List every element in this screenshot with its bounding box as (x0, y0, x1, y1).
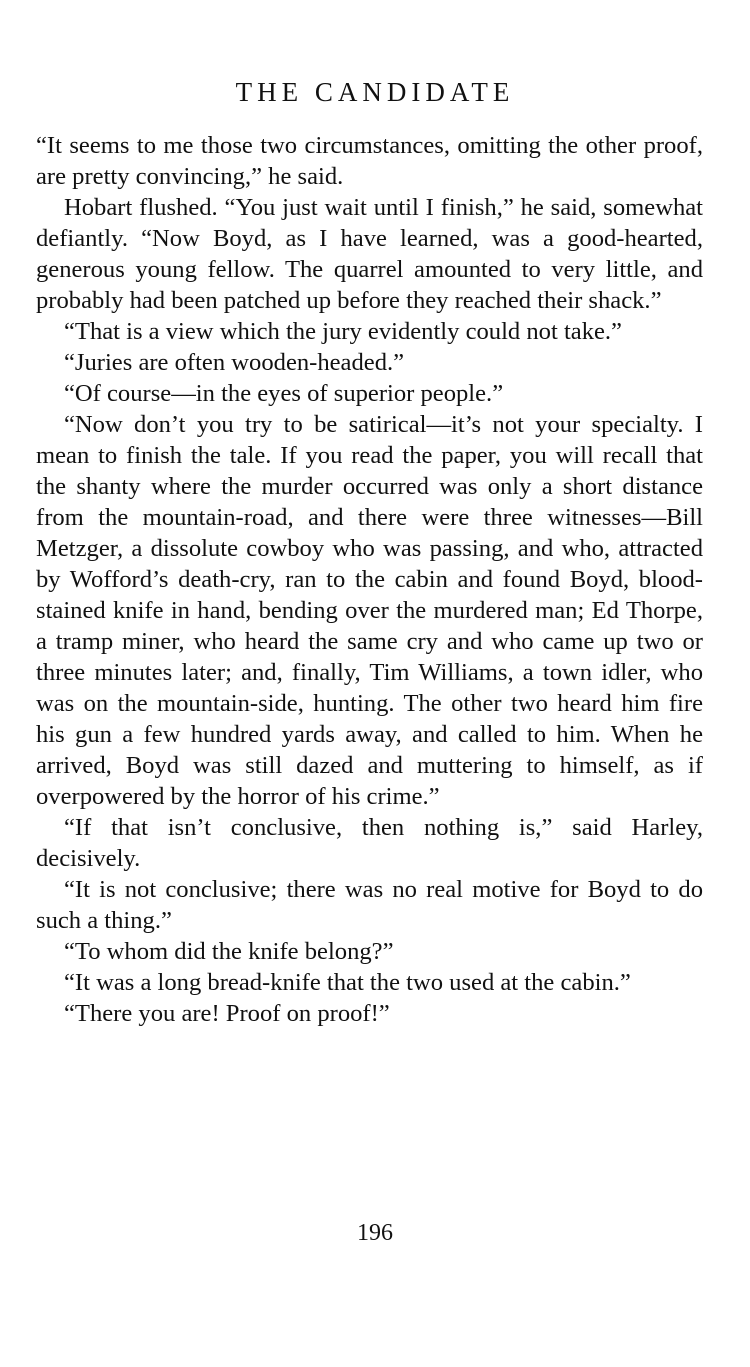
paragraph: “There you are! Proof on proof!” (64, 1000, 390, 1027)
paragraph: “To whom did the knife belong?” (64, 938, 394, 965)
paragraph: “It is not conclusive; there was no real motive for Boyd to do such a thing.” (36, 876, 703, 934)
paragraph: “It seems to me those two circumstances, omitting the other proof, are pretty convincing,” he said. (36, 132, 703, 190)
paragraph: “If that isn’t conclusive, then nothing is,” said Harley, decisively. (36, 814, 703, 872)
paragraph: “Juries are often wooden-headed.” (64, 349, 405, 376)
running-head: THE CANDIDATE (235, 77, 515, 107)
paragraph: “Of course—in the eyes of superior people.” (64, 380, 504, 407)
paragraph: “That is a view which the jury evidently could not take.” (64, 318, 622, 345)
paragraph: “It was a long bread-knife that the two used at the cabin.” (64, 969, 631, 996)
paragraph: Hobart flushed. “You just wait until I finish,” he said, somewhat defiantly. “Now Boyd, as I have learned, was a good-hearted, generous young fellow. The quarrel amounted to very little, and probably had been patched up before they reached their shack.” (36, 194, 703, 314)
paragraph: “Now don’t you try to be satirical—it’s not your specialty. I mean to finish the tale. If you read the paper, you will recall that the shanty where the murder occurred was only a short distance from the mountain-road, and there were three witnesses—Bill Metzger, a dissolute cowboy who was passing, and who, attracted by Wofford’s death-cry, ran to the cabin and found Boyd, blood-stained knife in hand, bending over the murdered man; Ed Thorpe, a tramp miner, who heard the same cry and who came up two or three minutes later; and, finally, Tim Williams, a town idler, who was on the mountain-side, hunting. The other two heard him fire his gun a few hundred yards away, and called to him. When he arrived, Boyd was still dazed and muttering to himself, as if overpowered by the horror of his crime.” (36, 411, 703, 810)
body-text (36, 130, 703, 1029)
page-number: 196 (357, 1220, 393, 1246)
